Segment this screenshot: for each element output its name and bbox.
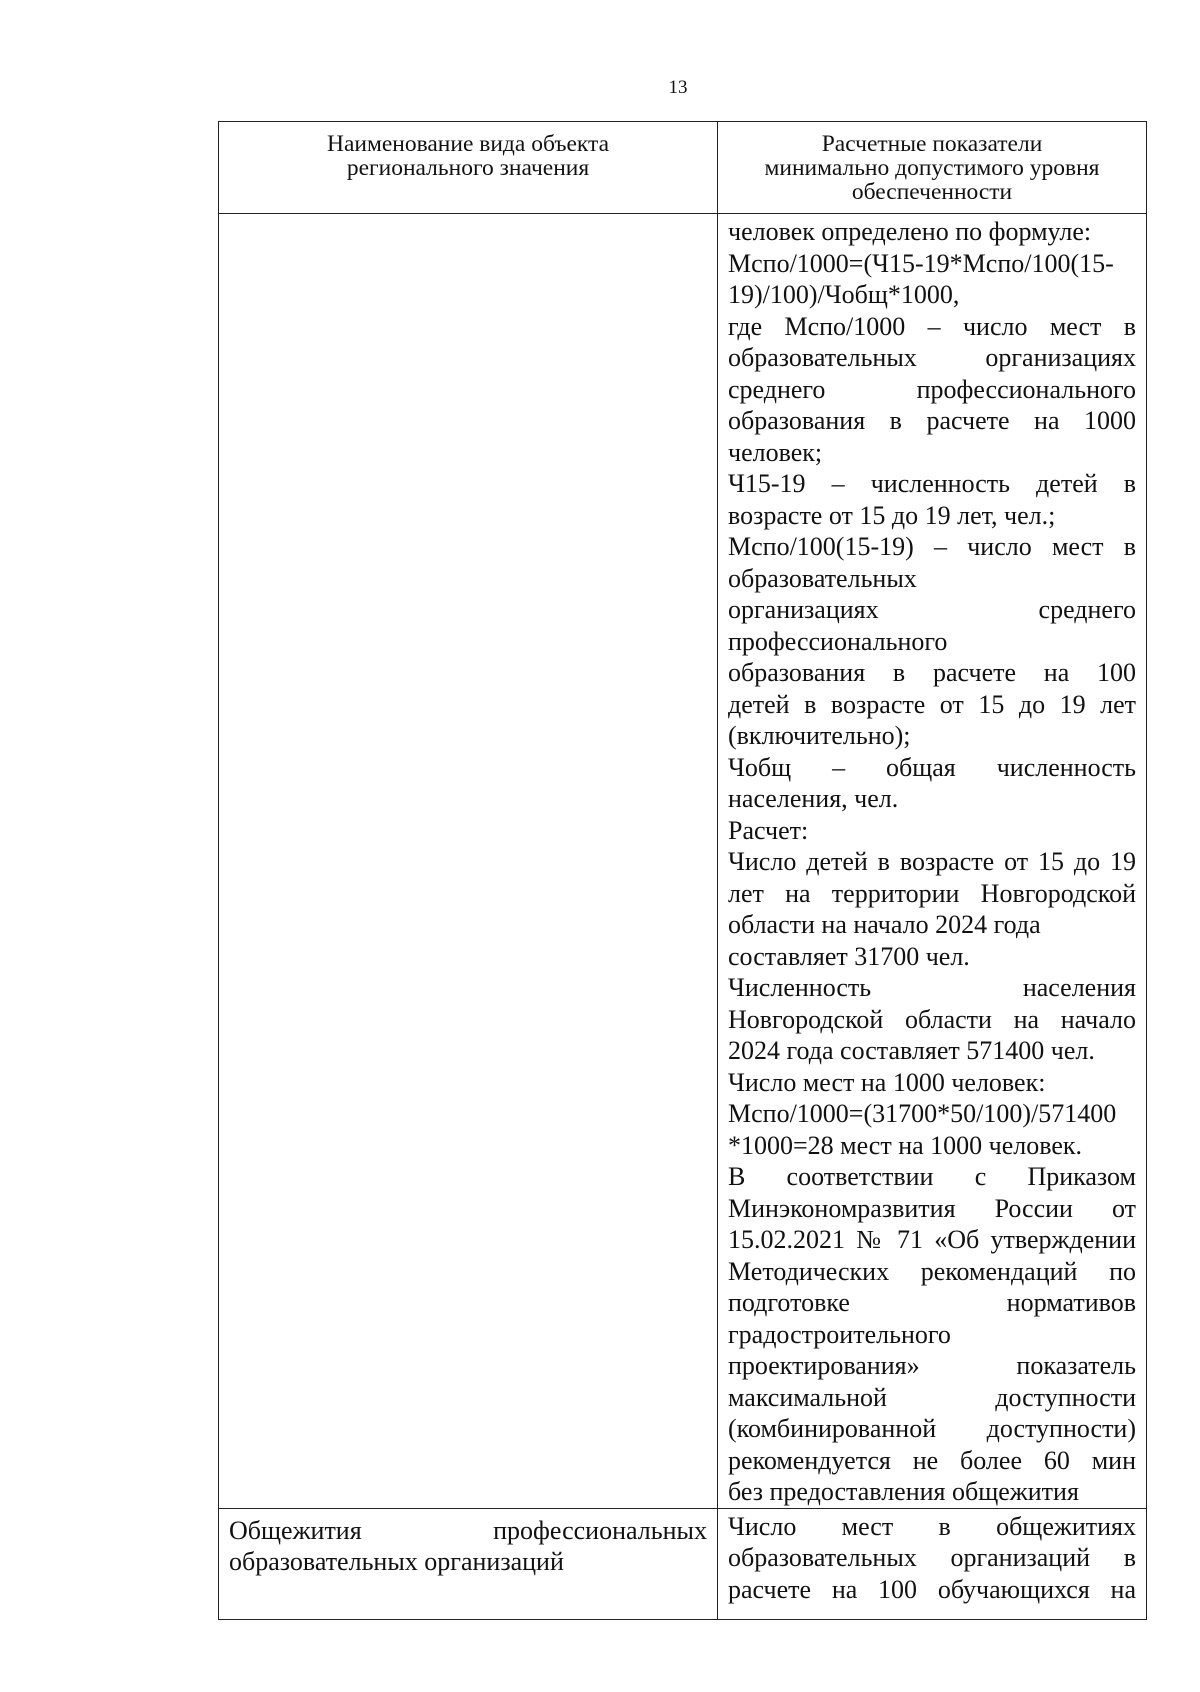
table-header-row (219, 122, 1147, 214)
text-line: детей в возрасте от 15 до 19 лет (728, 689, 1136, 719)
text-line: рекомендуется не более 60 мин (728, 1445, 1136, 1475)
text-line: организациях среднего (728, 595, 1136, 624)
text-line: образовательных организаций в (728, 1543, 1136, 1572)
text-line: Число мест в общежитиях (728, 1511, 1136, 1541)
text-line: Общежития профессиональных (229, 1515, 707, 1545)
text-line: подготовке нормативов (728, 1288, 1136, 1317)
text-line: Новгородской области на начало (728, 1004, 1136, 1034)
text-line: Мспо/1000=(31700*50/100)/571400 (728, 1099, 1117, 1128)
row2-indicator-cell (718, 1508, 1147, 1619)
text-line: В соответствии с Приказом (728, 1162, 1136, 1191)
text-line: (включительно); (728, 721, 911, 750)
text-line: образования в расчете на 100 (728, 658, 1136, 687)
text-line: образовательных (728, 563, 917, 593)
text-line: *1000=28 мест на 1000 человек. (728, 1130, 1083, 1160)
text-line: где Мспо/1000 – число мест в (728, 311, 1136, 341)
row1-indicator-cell (718, 214, 1147, 1509)
header-right-line: обеспеченности (851, 179, 1013, 205)
header-left-line: регионального значения (346, 155, 590, 181)
page-number: 13 (668, 77, 688, 98)
text-line: человек; (728, 437, 823, 467)
text-line: образования в расчете на 1000 (728, 406, 1136, 435)
text-line: Минэкономразвития России от (728, 1193, 1136, 1223)
text-line: профессионального (728, 626, 948, 656)
text-line: Численность населения (728, 973, 1136, 1002)
text-line: Мспо/1000=(Ч15-19*Мспо/100(15- (728, 248, 1114, 278)
text-line: Ч15-19 – численность детей в (728, 469, 1136, 498)
header-indicators (718, 122, 1147, 214)
text-line: (комбинированной доступности) (728, 1414, 1136, 1443)
text-line: образовательных организациях (728, 343, 1136, 372)
header-right-line: Расчетные показатели (821, 131, 1043, 157)
text-line: среднего профессионального (728, 374, 1136, 404)
text-line: 19)/100)/Чобщ*1000, (728, 280, 960, 309)
text-line: составляет 31700 чел. (728, 941, 970, 971)
text-line: проектирования» показатель (728, 1351, 1136, 1380)
text-line: области на начало 2024 года (728, 910, 1041, 939)
text-line: Мспо/100(15-19) – число мест в (728, 532, 1136, 561)
text-line: возрасте от 15 до 19 лет, чел.; (728, 500, 1056, 530)
text-line: расчете на 100 обучающихся на (728, 1574, 1136, 1604)
text-line: 2024 года составляет 571400 чел. (728, 1036, 1095, 1065)
standards-table (218, 121, 1147, 1620)
text-line: максимальной доступности (728, 1382, 1136, 1412)
text-line: Чобщ – общая численность (728, 752, 1136, 782)
table-row (219, 1508, 1147, 1619)
text-line: Методических рекомендаций по (728, 1256, 1136, 1286)
text-line: Расчет: (728, 815, 809, 845)
row1-object-cell (219, 214, 718, 1509)
text-line: градостроительного (728, 1319, 951, 1349)
header-right-line: минимально допустимого уровня (764, 155, 1100, 181)
text-line: человек определено по формуле: (728, 217, 1092, 246)
text-line: населения, чел. (728, 784, 899, 813)
text-line: лет на территории Новгородской (728, 878, 1136, 908)
table-row (219, 214, 1147, 1509)
header-left-line: Наименование вида объекта (326, 131, 609, 157)
text-line: образовательных организаций (229, 1547, 564, 1576)
text-line: Число детей в возрасте от 15 до 19 (728, 847, 1136, 876)
text-line: 15.02.2021 № 71 «Об утверждении (728, 1225, 1136, 1254)
header-object-type (219, 122, 718, 214)
row2-object-cell (219, 1508, 718, 1619)
text-line: Число мест на 1000 человек: (728, 1067, 1046, 1097)
text-line: без предоставления общежития (728, 1477, 1079, 1506)
